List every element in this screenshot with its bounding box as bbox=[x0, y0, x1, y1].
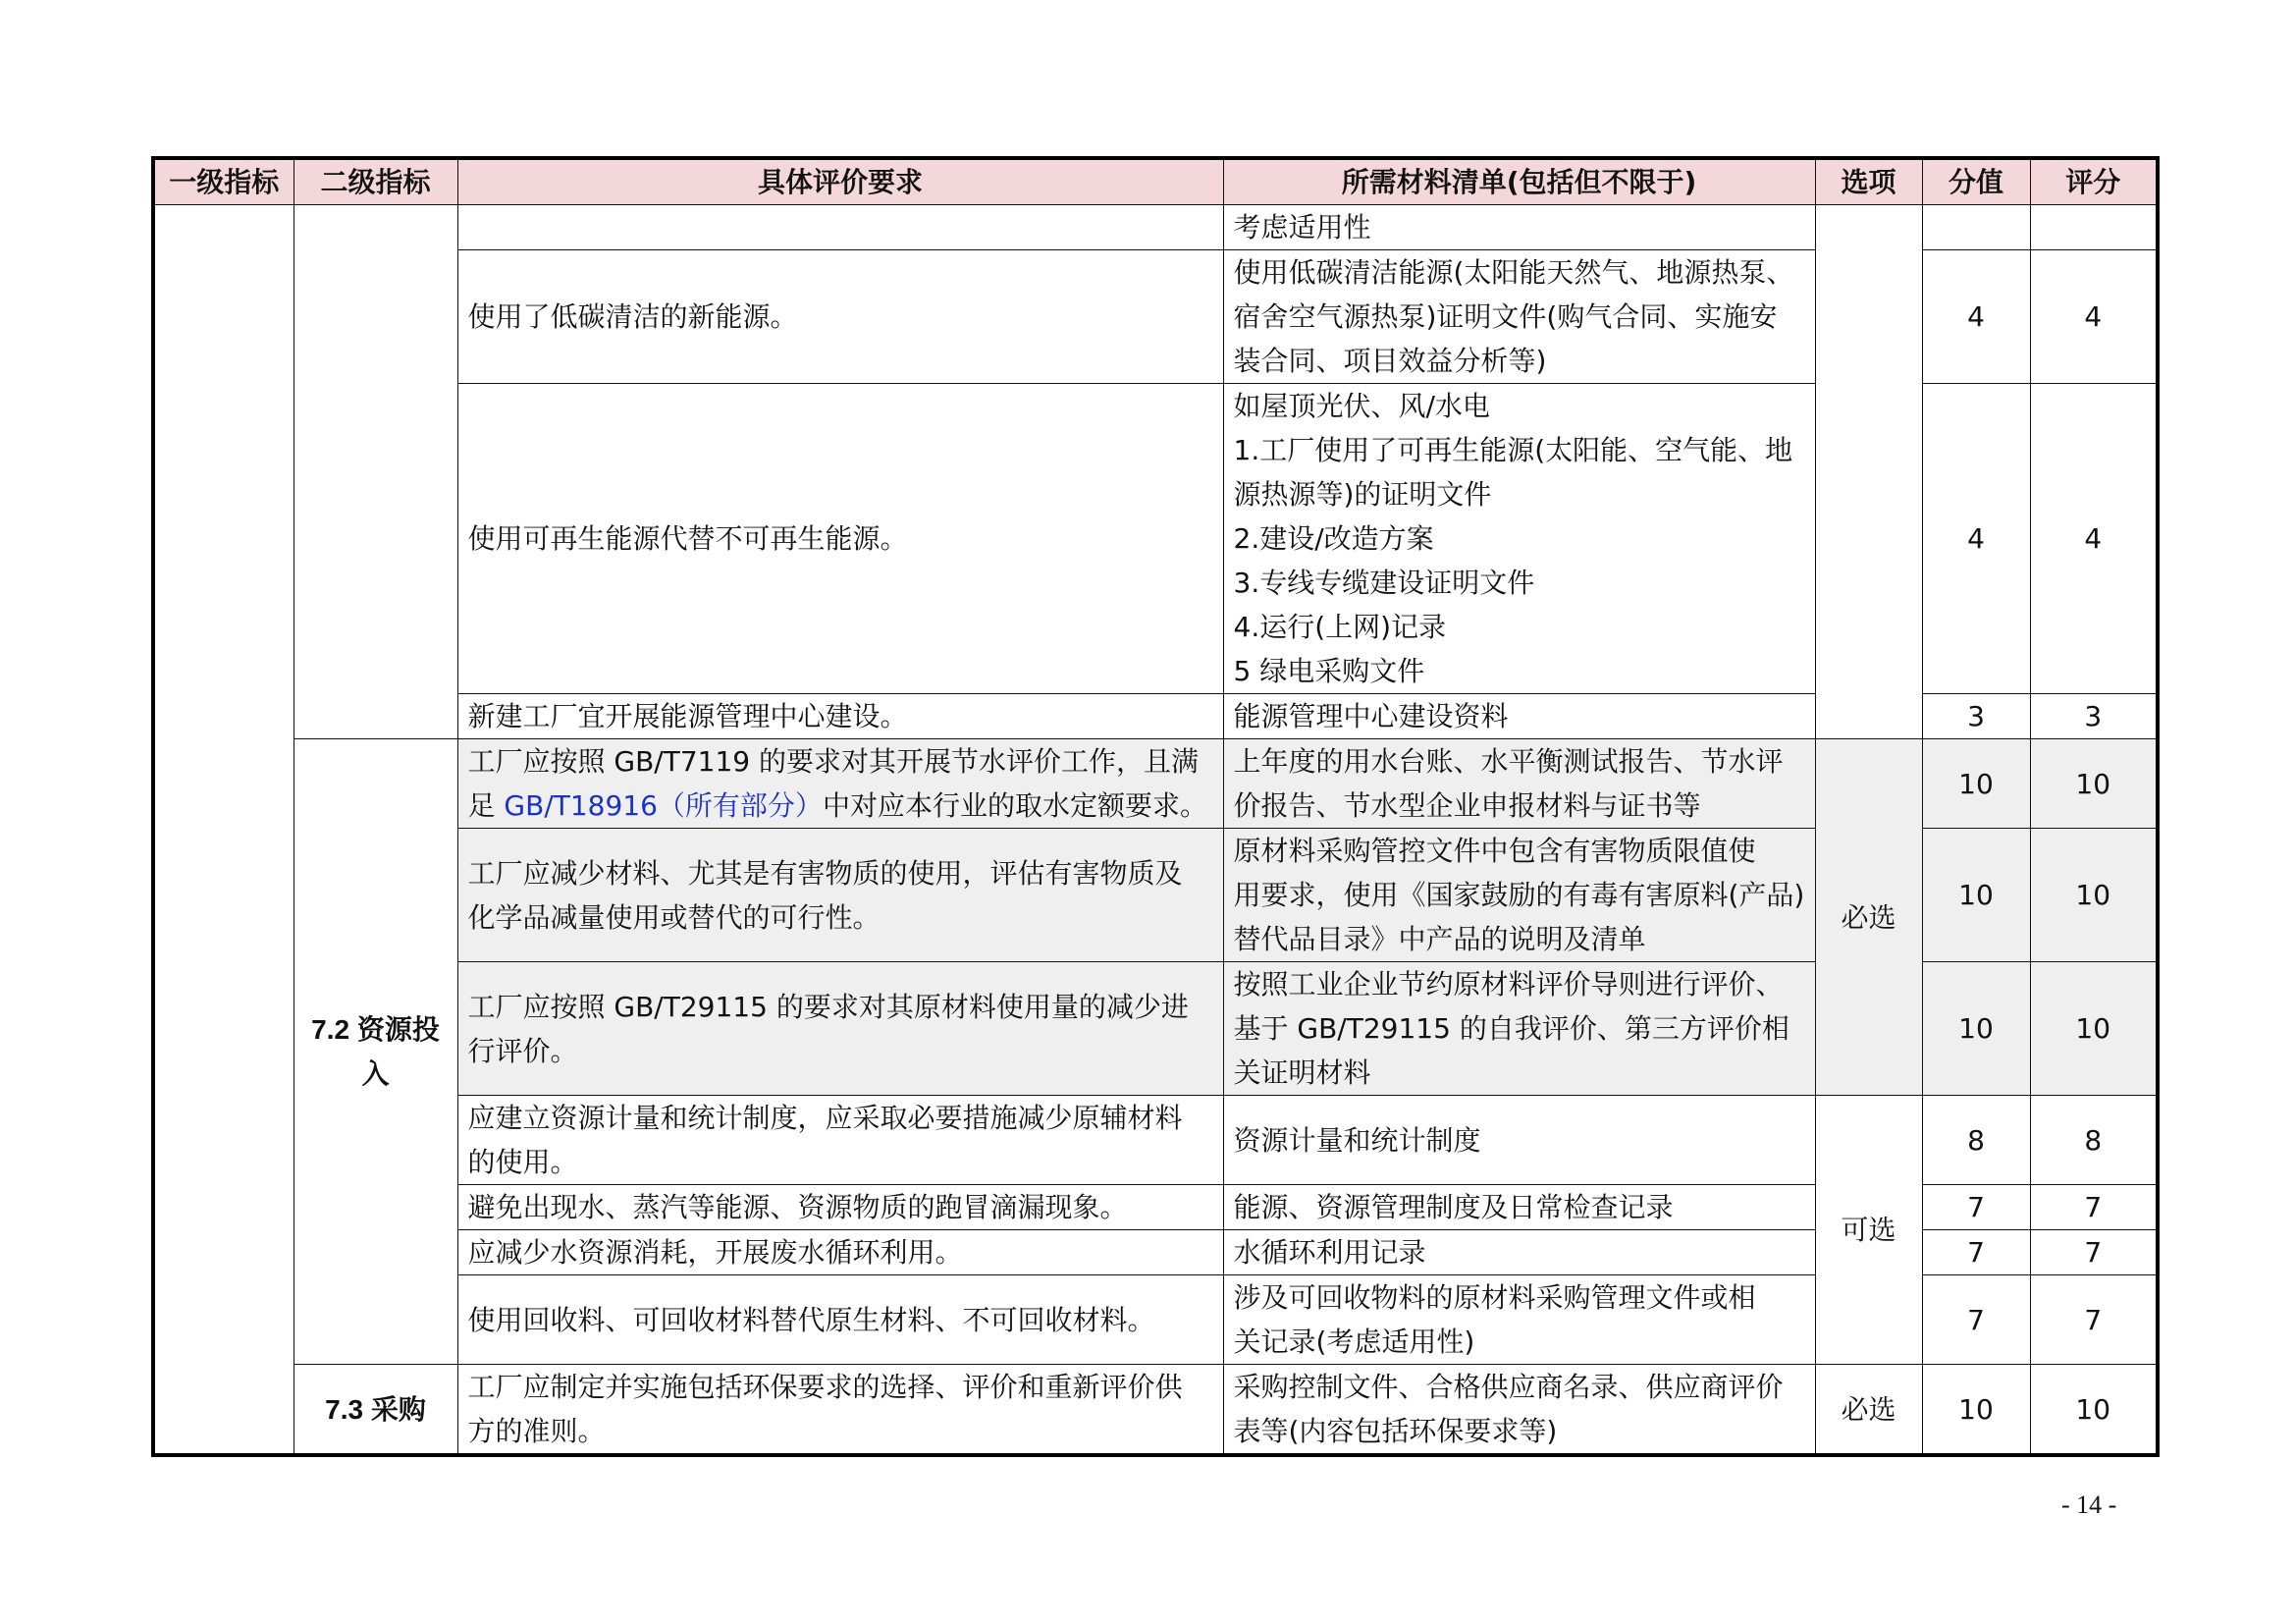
evaluation-table bbox=[151, 156, 2160, 1457]
materials-cell: 考虑适用性 bbox=[1223, 205, 1815, 250]
table-row bbox=[153, 205, 2158, 250]
header-level1: 一级指标 bbox=[153, 158, 294, 205]
table-row bbox=[153, 739, 2158, 829]
materials-cell: 能源管理中心建设资料 bbox=[1223, 694, 1815, 739]
rating-cell: 10 bbox=[2030, 1365, 2158, 1456]
standard-link[interactable]: GB/T18916（所有部分） bbox=[504, 789, 823, 822]
rating-cell bbox=[2030, 205, 2158, 250]
materials-cell: 按照工业企业节约原材料评价导则进行评价、 基于 GB/T29115 的自我评价、第三方评价相 关证明材料 bbox=[1223, 962, 1815, 1096]
materials-cell: 采购控制文件、合格供应商名录、供应商评价 表等(内容包括环保要求等) bbox=[1223, 1365, 1815, 1456]
score-cell: 4 bbox=[1922, 250, 2030, 384]
score-cell: 10 bbox=[1922, 829, 2030, 962]
header-materials: 所需材料清单(包括但不限于) bbox=[1223, 158, 1815, 205]
section-7-2-cell: 7.2 资源投 入 bbox=[294, 739, 457, 1365]
rating-cell: 4 bbox=[2030, 384, 2158, 694]
requirement-cell: 使用回收料、可回收材料替代原生材料、不可回收材料。 bbox=[457, 1275, 1223, 1365]
option-cell-prev bbox=[1815, 205, 1922, 739]
materials-cell: 涉及可回收物料的原材料采购管理文件或相 关记录(考虑适用性) bbox=[1223, 1275, 1815, 1365]
requirement-cell: 新建工厂宜开展能源管理中心建设。 bbox=[457, 694, 1223, 739]
requirement-cell: 工厂应按照 GB/T7119 的要求对其开展节水评价工作，且满 足 GB/T18916（所有部分）中对应本行业的取水定额要求。 bbox=[457, 739, 1223, 829]
requirement-cell: 使用可再生能源代替不可再生能源。 bbox=[457, 384, 1223, 694]
requirement-cell: 工厂应制定并实施包括环保要求的选择、评价和重新评价供 方的准则。 bbox=[457, 1365, 1223, 1456]
header-row bbox=[153, 158, 2158, 205]
header-score: 分值 bbox=[1922, 158, 2030, 205]
rating-cell: 7 bbox=[2030, 1230, 2158, 1275]
rating-cell: 10 bbox=[2030, 962, 2158, 1096]
header-rating: 评分 bbox=[2030, 158, 2158, 205]
requirement-cell: 应建立资源计量和统计制度，应采取必要措施减少原辅材料 的使用。 bbox=[457, 1096, 1223, 1185]
rating-cell: 8 bbox=[2030, 1096, 2158, 1185]
level2-cell-prev bbox=[294, 205, 457, 739]
header-requirement: 具体评价要求 bbox=[457, 158, 1223, 205]
score-cell: 10 bbox=[1922, 962, 2030, 1096]
score-cell: 8 bbox=[1922, 1096, 2030, 1185]
score-cell: 7 bbox=[1922, 1275, 2030, 1365]
materials-cell: 上年度的用水台账、水平衡测试报告、节水评 价报告、节水型企业申报材料与证书等 bbox=[1223, 739, 1815, 829]
score-cell bbox=[1922, 205, 2030, 250]
option-required-cell: 必选 bbox=[1815, 1365, 1922, 1456]
requirement-cell: 工厂应按照 GB/T29115 的要求对其原材料使用量的减少进 行评价。 bbox=[457, 962, 1223, 1096]
materials-cell: 资源计量和统计制度 bbox=[1223, 1096, 1815, 1185]
score-cell: 10 bbox=[1922, 739, 2030, 829]
requirement-cell: 避免出现水、蒸汽等能源、资源物质的跑冒滴漏现象。 bbox=[457, 1185, 1223, 1230]
option-optional-cell: 可选 bbox=[1815, 1096, 1922, 1365]
requirement-cell: 工厂应减少材料、尤其是有害物质的使用，评估有害物质及 化学品减量使用或替代的可行性。 bbox=[457, 829, 1223, 962]
level1-cell bbox=[153, 205, 294, 1456]
materials-cell: 如屋顶光伏、风/水电 1.工厂使用了可再生能源(太阳能、空气能、地 源热源等)的证明文件 2.建设/改造方案 3.专线专缆建设证明文件 4.运行(上网)记录 5 绿电采购文件 bbox=[1223, 384, 1815, 694]
option-required-cell: 必选 bbox=[1815, 739, 1922, 1096]
materials-cell: 使用低碳清洁能源(太阳能天然气、地源热泵、 宿舍空气源热泵)证明文件(购气合同、实施安 装合同、项目效益分析等) bbox=[1223, 250, 1815, 384]
materials-cell: 水循环利用记录 bbox=[1223, 1230, 1815, 1275]
requirement-cell: 应减少水资源消耗，开展废水循环利用。 bbox=[457, 1230, 1223, 1275]
requirement-cell bbox=[457, 205, 1223, 250]
page-number: - 14 - bbox=[2061, 1490, 2117, 1519]
score-cell: 7 bbox=[1922, 1230, 2030, 1275]
header-option: 选项 bbox=[1815, 158, 1922, 205]
rating-cell: 10 bbox=[2030, 739, 2158, 829]
rating-cell: 4 bbox=[2030, 250, 2158, 384]
score-cell: 3 bbox=[1922, 694, 2030, 739]
header-level2: 二级指标 bbox=[294, 158, 457, 205]
score-cell: 10 bbox=[1922, 1365, 2030, 1456]
table-row bbox=[153, 1365, 2158, 1456]
requirement-cell: 使用了低碳清洁的新能源。 bbox=[457, 250, 1223, 384]
rating-cell: 3 bbox=[2030, 694, 2158, 739]
rating-cell: 7 bbox=[2030, 1275, 2158, 1365]
section-7-3-cell: 7.3 采购 bbox=[294, 1365, 457, 1456]
rating-cell: 10 bbox=[2030, 829, 2158, 962]
score-cell: 7 bbox=[1922, 1185, 2030, 1230]
materials-cell: 能源、资源管理制度及日常检查记录 bbox=[1223, 1185, 1815, 1230]
rating-cell: 7 bbox=[2030, 1185, 2158, 1230]
score-cell: 4 bbox=[1922, 384, 2030, 694]
materials-cell: 原材料采购管控文件中包含有害物质限值使 用要求，使用《国家鼓励的有毒有害原料(产品) 替代品目录》中产品的说明及清单 bbox=[1223, 829, 1815, 962]
